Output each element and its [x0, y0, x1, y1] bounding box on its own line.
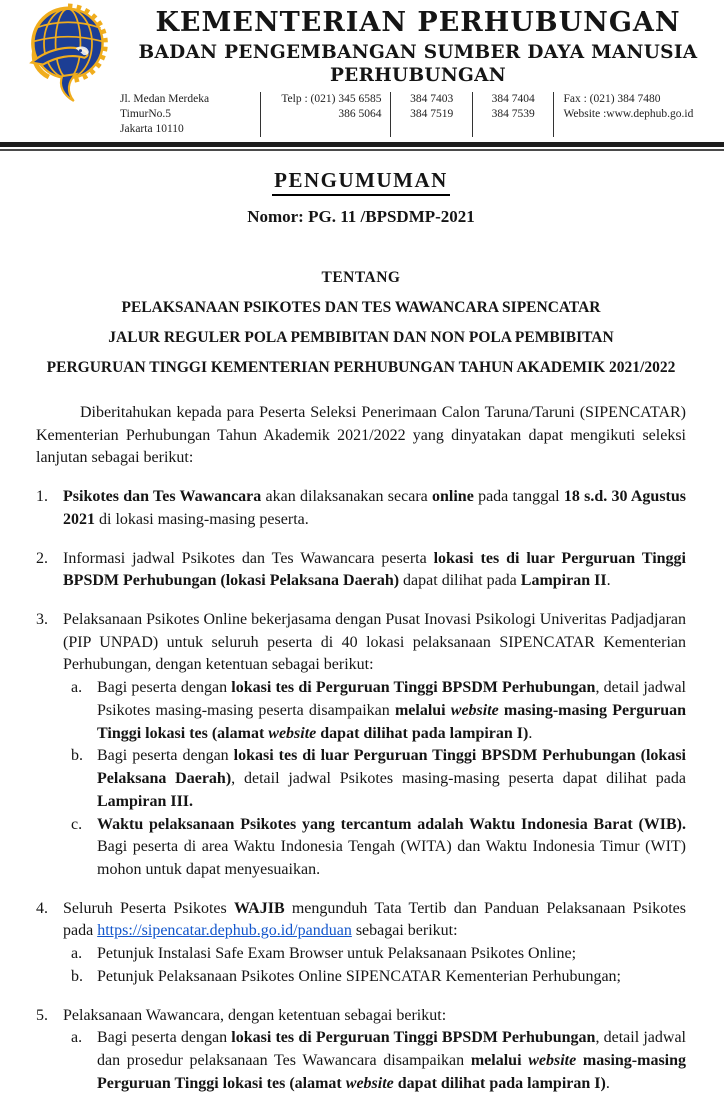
announcement-heading — [36, 168, 686, 196]
text-segment: . — [606, 572, 611, 590]
text-segment: pada tanggal — [473, 488, 564, 506]
list-item-4 — [36, 898, 686, 989]
text-segment: 18 s.d. 30 Agustus 2021 — [63, 488, 687, 528]
list-item-5 — [36, 1005, 686, 1095]
text-segment: , detail jadwal dan prosedur pelaksanaan Tes Wawancara disampaikan — [97, 1029, 686, 1069]
text-segment: Lampiran III. — [97, 792, 194, 810]
text-segment: melalui — [470, 1051, 529, 1069]
text-segment: . — [528, 724, 533, 742]
item-2-number: 2. — [36, 549, 48, 567]
divider-thin-line — [0, 149, 724, 151]
text-segment: di lokasi masing-masing peserta. — [95, 510, 309, 528]
text-segment: melalui — [394, 701, 451, 719]
phone-b1: 384 7404 — [491, 93, 535, 105]
text-segment: website — [345, 1074, 394, 1092]
sub-item-3c — [71, 814, 686, 882]
sub-item-5a-text — [97, 1027, 686, 1095]
telp-line-2: 386 5064 — [338, 108, 382, 120]
about-label: TENTANG — [321, 269, 401, 286]
text-segment: . — [605, 1074, 610, 1092]
text-segment: lokasi tes di Perguruan Tinggi BPSDM Perhubungan — [231, 679, 596, 697]
contact-fax-web — [553, 92, 724, 137]
sub-item-3b-label: b. — [71, 747, 83, 765]
letterhead-text — [112, 7, 724, 137]
logo-graphic — [20, 3, 116, 103]
announcement-heading-text: PENGUMUMAN — [272, 168, 450, 196]
text-segment: Petunjuk Pelaksanaan Psikotes Online SIPENCATAR Kementerian Perhubungan; — [97, 967, 621, 985]
item-1-number: 1. — [36, 488, 48, 506]
phone-a1: 384 7403 — [410, 93, 454, 105]
intro-paragraph: Diberitahukan kepada para Peserta Seleksi Penerimaan Calon Taruna/Taruni (SIPENCATAR) Kementerian Perhubungan Tahun Akademik 2021/2022 yang dinyatakan dapat mengikuti seleksi lanjutan sebagai berikut: — [36, 404, 686, 467]
contact-phone-b — [472, 92, 554, 137]
text-segment: Bagi peserta dengan — [97, 1029, 232, 1047]
subject-line-1: PELAKSANAAN PSIKOTES DAN TES WAWANCARA SIPENCATAR — [121, 299, 601, 316]
sub-item-5a-label: a. — [71, 1029, 83, 1047]
telp-line-1: Telp : (021) 345 6585 — [281, 93, 382, 105]
text-segment: sebagai berikut: — [351, 922, 458, 940]
sub-item-4b-label: b. — [71, 967, 83, 985]
contact-address — [120, 92, 260, 137]
item-2-text — [63, 548, 686, 593]
text-segment: Waktu pelaksanaan Psikotes yang tercantum adalah Waktu Indonesia Barat (WIB). — [97, 815, 686, 833]
text-segment: WAJIB — [233, 899, 285, 917]
sub-item-5a — [71, 1027, 686, 1095]
sub-item-4b — [71, 966, 686, 989]
contact-telp — [260, 92, 391, 137]
text-segment: dapat dilihat pada — [399, 572, 521, 590]
list-item-2 — [36, 548, 686, 593]
sub-item-3c-text — [97, 814, 686, 882]
subject-line-2: JALUR REGULER POLA PEMBIBITAN DAN NON POLA PEMBIBITAN — [108, 329, 614, 346]
text-segment: mengunduh Tata Tertib dan Panduan Pelaksanaan Psikotes pada — [63, 899, 686, 940]
text-segment: dapat dilihat pada lampiran I) — [393, 1074, 606, 1092]
item-1-text — [63, 486, 686, 531]
item-4-number: 4. — [36, 899, 48, 917]
sub-item-4a — [71, 943, 686, 966]
text-segment: Seluruh Peserta Psikotes — [63, 899, 234, 917]
text-segment: lokasi tes di Perguruan Tinggi BPSDM Perhubungan — [231, 1029, 596, 1047]
item-4-text — [63, 898, 686, 943]
header-divider — [0, 142, 724, 151]
sub-item-3a-text — [97, 677, 686, 745]
sub-item-3a — [71, 677, 686, 745]
text-segment: Pelaksanaan Wawancara, dengan ketentuan sebagai berikut: — [63, 1006, 447, 1024]
text-segment: Bagi peserta dengan — [97, 747, 234, 765]
text-segment: masing-masing Perguruan Tinggi lokasi tes (alamat — [97, 701, 686, 742]
text-segment: lokasi tes di luar Perguruan Tinggi BPSDM Perhubungan (lokasi Pelaksana Daerah) — [63, 549, 687, 590]
text-segment: website — [450, 701, 499, 719]
sub-item-4b-text — [97, 966, 686, 989]
document-number: Nomor: PG. 11 /BPSDMP-2021 — [247, 207, 475, 226]
text-segment: dapat dilihat pada lampiran I) — [316, 724, 529, 742]
list-item-1 — [36, 486, 686, 531]
text-segment: , detail jadwal Psikotes masing-masing peserta dapat dilihat pada — [231, 770, 687, 788]
letterhead — [0, 0, 724, 137]
panduan-link[interactable]: https://sipencatar.dephub.go.id/panduan — [97, 922, 352, 940]
sub-item-3a-label: a. — [71, 679, 83, 697]
text-segment: online — [432, 488, 474, 506]
contact-phone-a — [390, 92, 472, 137]
divider-thick-line — [0, 142, 724, 147]
ministry-name: KEMENTERIAN PERHUBUNGAN — [155, 7, 681, 38]
contact-info — [120, 92, 724, 137]
agency-name: BADAN PENGEMBANGAN SUMBER DAYA MANUSIA PERHUBUNGAN — [138, 42, 698, 86]
phone-b2: 384 7539 — [491, 108, 535, 120]
text-segment: Pelaksanaan Psikotes Online bekerjasama dengan Pusat Inovasi Psikologi Univeritas Padjadjaran (PIP UNPAD) untuk seluruh peserta di 40 lokasi pelaksanaan SIPENCATAR Kementerian Perhubungan, dengan ketentuan sebagai berikut: — [63, 611, 686, 674]
text-segment: akan dilaksanakan secara — [261, 488, 433, 506]
phone-a2: 384 7519 — [410, 108, 454, 120]
sub-item-3b-text — [97, 745, 686, 813]
kemenhub-logo-icon — [20, 3, 116, 103]
text-segment: , detail jadwal Psikotes masing-masing peserta disampaikan — [97, 679, 686, 719]
text-segment: Lampiran II — [520, 572, 607, 590]
item-3-number: 3. — [36, 611, 48, 629]
text-segment: Petunjuk Instalasi Safe Exam Browser untuk Pelaksanaan Psikotes Online; — [97, 945, 577, 963]
address-line-2: Jakarta 10110 — [120, 123, 184, 135]
text-segment: website — [268, 724, 317, 742]
fax-line: Fax : (021) 384 7480 — [563, 93, 661, 105]
text-segment: Psikotes dan Tes Wawancara — [63, 488, 262, 506]
sub-item-3b — [71, 745, 686, 813]
text-segment: website — [528, 1051, 577, 1069]
item-5-text — [63, 1005, 686, 1028]
sub-item-4a-text — [97, 943, 686, 966]
website-line: Website :www.dephub.go.id — [563, 108, 694, 120]
sub-item-4a-label: a. — [71, 945, 83, 963]
text-segment: Bagi peserta di area Waktu Indonesia Tengah (WITA) dan Waktu Indonesia Timur (WIT) mohon untuk dapat menyesuaikan. — [97, 838, 686, 878]
item-3-text — [63, 609, 686, 677]
text-segment: Bagi peserta dengan — [97, 679, 232, 697]
text-segment: masing-masing Perguruan Tinggi lokasi tes (alamat — [97, 1051, 687, 1092]
sub-item-3c-label: c. — [71, 815, 83, 833]
text-segment: Informasi jadwal Psikotes dan Tes Wawancara peserta — [63, 549, 434, 567]
item-5-number: 5. — [36, 1006, 48, 1024]
subject-line-3: PERGURUAN TINGGI KEMENTERIAN PERHUBUNGAN TAHUN AKADEMIK 2021/2022 — [46, 359, 676, 376]
address-line-1: Jl. Medan Merdeka TimurNo.5 — [120, 93, 210, 120]
document-body — [0, 168, 724, 1095]
text-segment: lokasi tes di luar Perguruan Tinggi BPSDM Perhubungan (lokasi Pelaksana Daerah) — [97, 747, 686, 788]
list-item-3 — [36, 609, 686, 882]
